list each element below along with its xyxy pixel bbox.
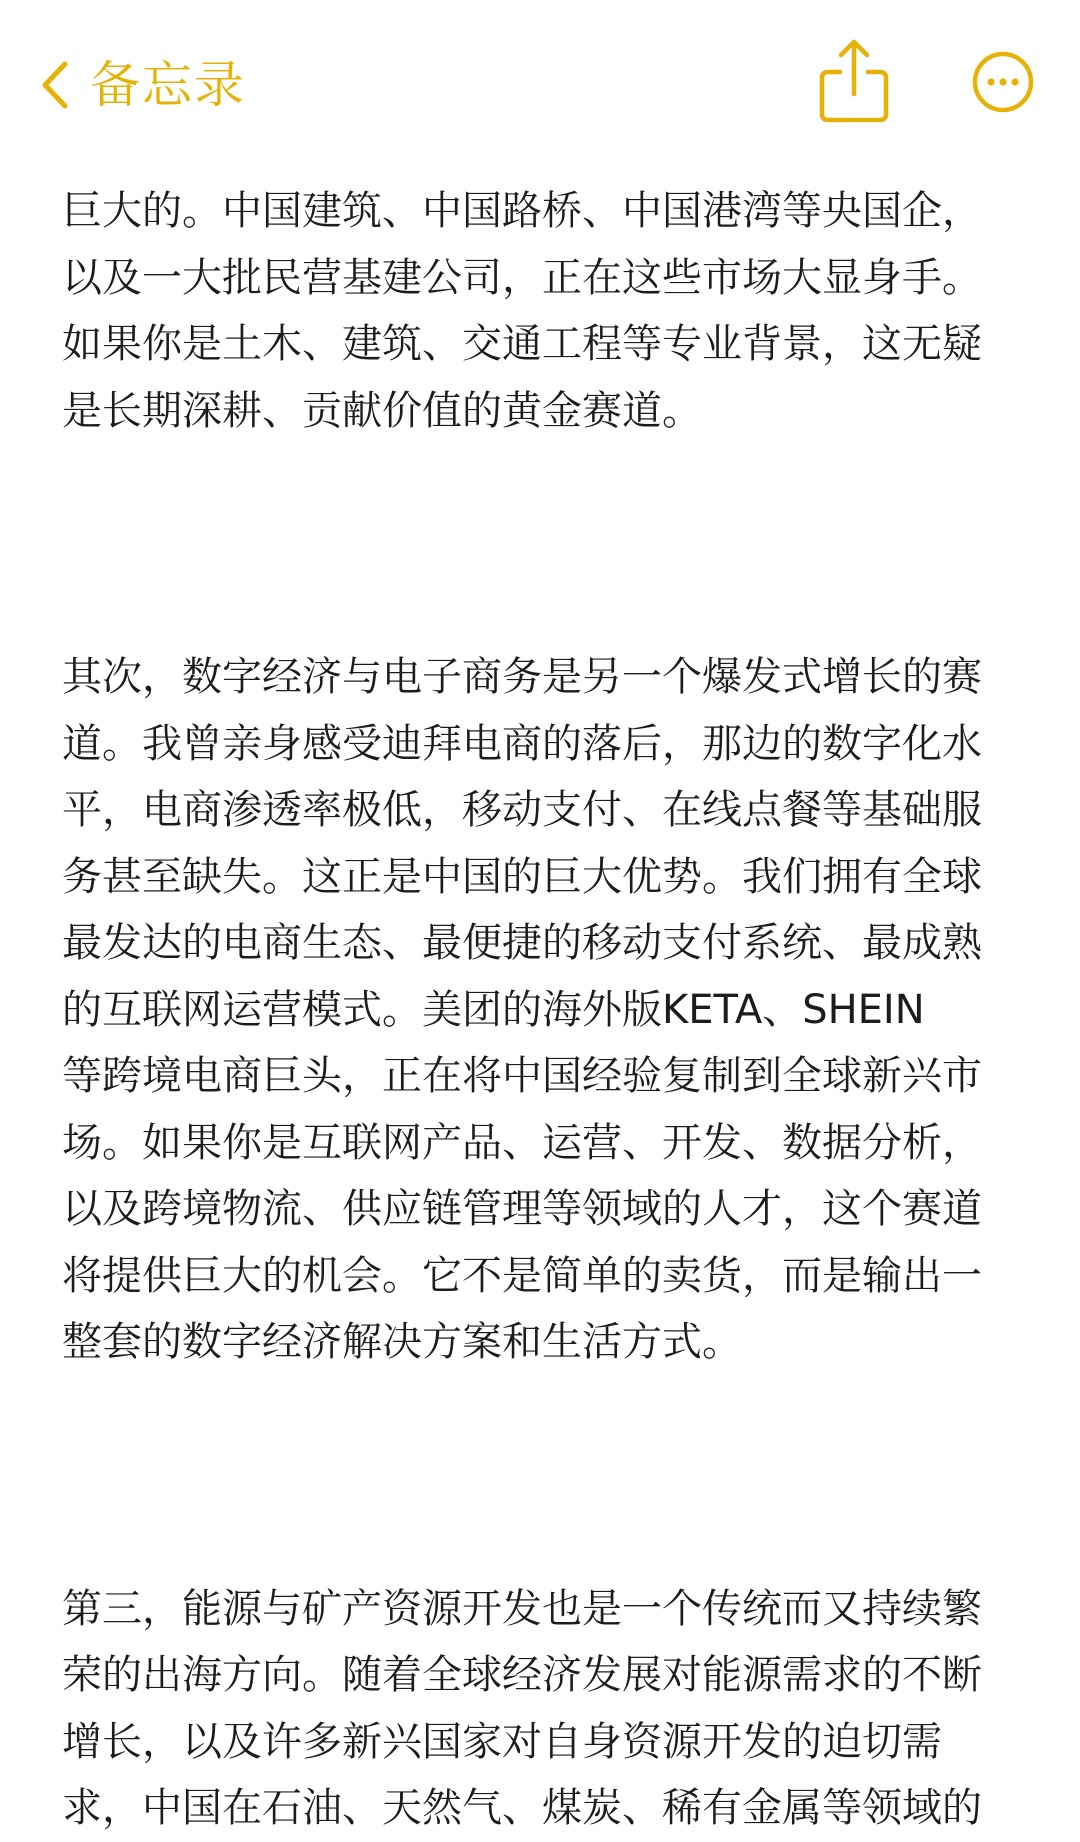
share-icon bbox=[814, 36, 894, 126]
share-button[interactable] bbox=[814, 36, 894, 126]
paragraph-spacer bbox=[62, 444, 1032, 644]
back-button-label: 备忘录 bbox=[90, 56, 246, 114]
more-options-button[interactable] bbox=[972, 51, 1034, 113]
chevron-left-icon bbox=[40, 60, 70, 110]
paragraph-spacer bbox=[62, 1376, 1032, 1576]
ellipsis-circle-icon bbox=[972, 51, 1034, 113]
note-paragraph-1: 巨大的。中国建筑、中国路桥、中国港湾等央国企， 以及一大批民营基建公司，正在这些市场大显身手。 如果你是土木、建筑、交通工程等专业背景，这无疑 是长期深耕、贡献价值的黄金赛道。 bbox=[62, 188, 982, 434]
back-button[interactable] bbox=[40, 45, 246, 125]
note-paragraph-2: 其次，数字经济与电子商务是另一个爆发式增长的赛 道。我曾亲身感受迪拜电商的落后，那边的数字化水 平，电商渗透率极低，移动支付、在线点餐等基础服 务甚至缺失。这正是中国的巨大优势。我们拥有全球 最发达的电商生态、最便捷的移动支付系统、最成熟 的互联网运营模式。美团的海外版KETA、SHEIN 等跨境电商巨头，正在将中国经验复制到全球新兴市 场。如果你是互联网产品、运营、开发、数据分析， 以及跨境物流、供应链管理等领域的人才，这个赛道 将提供巨大的机会。它不是简单的卖货，而是输出一 整套的数字经济解决方案和生活方式。 bbox=[62, 654, 982, 1365]
note-paragraph-3: 第三，能源与矿产资源开发也是一个传统而又持续繁 荣的出海方向。随着全球经济发展对能源需求的不断 增长，以及许多新兴国家对自身资源开发的迫切需 求，中国在石油、天然气、煤炭、稀有金属等领域的 bbox=[62, 1585, 982, 1831]
note-body[interactable] bbox=[62, 178, 1032, 1842]
navigation-bar bbox=[0, 0, 1080, 170]
